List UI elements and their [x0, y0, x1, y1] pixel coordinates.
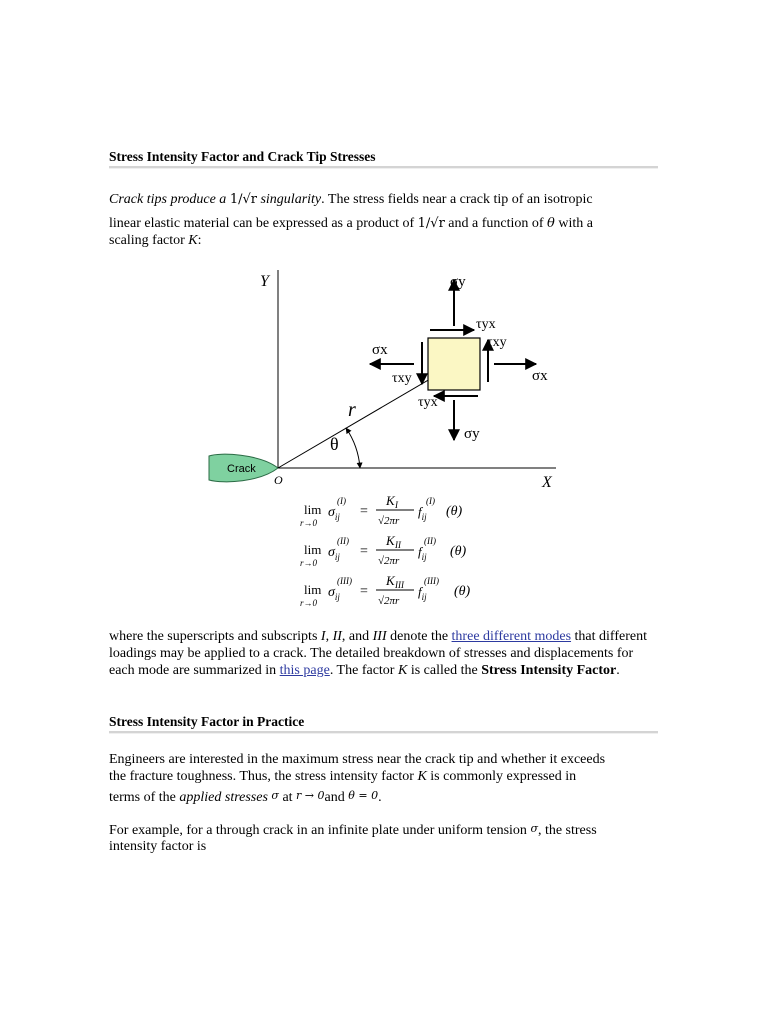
intro-line-1 [109, 192, 593, 208]
text: the fracture toughness. Thus, the stress intensity factor [109, 769, 418, 784]
text: , [325, 629, 333, 644]
equation-mode-i [300, 493, 463, 528]
sigma-sup: (I) [337, 496, 346, 506]
stress-element [428, 338, 480, 390]
sigma-x-left-label: σx [372, 342, 388, 358]
f-ij: $f_{ij}$ [418, 544, 427, 562]
origin-label: O [274, 473, 283, 487]
example-line-1 [109, 822, 597, 839]
theta-arc [346, 428, 360, 468]
text: denote the [386, 629, 452, 644]
sigma-ij: $\sigma_{ij}$ [328, 505, 340, 522]
heading-divider [109, 166, 658, 169]
argument: (θ) [446, 504, 463, 519]
tau-yx-top-label: τyx [476, 317, 496, 332]
k: K [386, 533, 395, 548]
lim: lim [304, 542, 322, 557]
f-sup: (III) [424, 576, 439, 586]
applied-stresses-term: applied stresses [179, 790, 268, 805]
lim: lim [304, 582, 322, 597]
r-to-zero: r → 0 [296, 789, 325, 802]
text: , the stress [537, 823, 597, 838]
text: . [616, 663, 620, 678]
k-symbol: K [417, 769, 427, 784]
text: For example, for a through crack in an infinite plate under uniform tension [109, 823, 527, 838]
r-label: r [348, 399, 356, 421]
lim-sub: r→0 [300, 558, 318, 568]
intro-line-2-text: linear elastic material can be expressed as a product of [109, 216, 415, 231]
lim-sub: r→0 [300, 518, 318, 528]
sigma-ij: $\sigma_{ij}$ [328, 545, 340, 562]
k-symbol: K [397, 663, 408, 678]
mode-ii: II [332, 629, 342, 644]
f-sup: (II) [424, 536, 436, 546]
equation-mode-iii [300, 573, 471, 608]
sigma-y-bottom-label: σy [464, 426, 480, 442]
section-heading-crack-tip: Stress Intensity Factor and Crack Tip Stresses [109, 149, 376, 164]
intro-rest: . The stress fields near a crack tip of an isotropic [321, 192, 593, 207]
sigma-sup: (III) [337, 576, 352, 586]
sigma-y-top-label: σy [450, 274, 466, 290]
denominator: √2πr [378, 595, 400, 607]
intro-line-2-text-c: with a [558, 216, 593, 231]
argument: (θ) [454, 584, 471, 599]
equals: = [360, 504, 368, 519]
tau-xy-left-label: τxy [392, 371, 412, 386]
modes-paragraph [109, 628, 661, 679]
example-line-2: intensity factor is [109, 839, 207, 854]
text: . [378, 790, 382, 805]
intro-italic-text: Crack tips produce a [109, 192, 227, 207]
three-modes-link[interactable]: three different modes [451, 629, 572, 644]
colon: : [197, 233, 202, 248]
text: that different loadings may be applied to a crack. The detailed breakdown of stresses and displacements for each mode are summarized in [109, 629, 647, 678]
theta-symbol: θ [547, 216, 555, 231]
sigma-x-right-label: σx [532, 368, 548, 384]
denominator: √2πr [378, 515, 400, 527]
tau-yx-bottom-label: τyx [418, 395, 438, 410]
f-ij: $f_{ij}$ [418, 504, 427, 522]
mode-equations [290, 492, 490, 614]
intro-line-3 [109, 233, 202, 249]
lim-sub: r→0 [300, 598, 318, 608]
equals: = [360, 544, 368, 559]
heading-divider [109, 731, 658, 734]
theta-label: θ [330, 434, 339, 454]
practice-line-1: Engineers are interested in the maximum stress near the crack tip and whether it exceeds [109, 752, 606, 767]
text: is called the [407, 663, 482, 678]
argument: (θ) [450, 544, 467, 559]
crack-tip-stress-diagram [200, 262, 580, 494]
intro-line-3-text: scaling factor [109, 233, 185, 248]
k-sub: II [395, 540, 401, 550]
k-sub: I [395, 500, 398, 510]
text: . The factor [329, 663, 398, 678]
equals: = [360, 584, 368, 599]
text: at [282, 790, 293, 805]
text: is commonly expressed in [426, 769, 577, 784]
denominator: √2πr [378, 555, 400, 567]
stress-intensity-factor-term: Stress Intensity Factor [481, 663, 617, 678]
text: , and [341, 629, 373, 644]
lim: lim [304, 502, 322, 517]
text: where the superscripts and subscripts [109, 629, 321, 644]
k: K [386, 573, 395, 588]
k-sub: III [395, 580, 404, 590]
text: and [324, 790, 345, 805]
inverse-sqrt-r: 1/√r [229, 192, 257, 207]
this-page-link[interactable]: this page [279, 663, 330, 678]
practice-line-2 [109, 769, 576, 785]
f-sup: (I) [426, 496, 435, 506]
equation-mode-ii [300, 533, 467, 568]
sigma-sup: (II) [337, 536, 349, 546]
sigma-symbol: σ [271, 789, 279, 802]
mode-i: I [320, 629, 326, 644]
sigma-symbol: σ [530, 822, 538, 835]
intro-line-2-text-b: and a function of [448, 216, 544, 231]
x-axis-label: X [542, 474, 552, 491]
practice-line-3 [109, 789, 382, 806]
inverse-sqrt-r-2: 1/√r [417, 216, 445, 231]
mode-iii: III [372, 629, 387, 644]
intro-line-2 [109, 216, 593, 232]
y-axis-label: Y [260, 273, 269, 290]
text: terms of the [109, 790, 180, 805]
k: K [386, 493, 395, 508]
crack-label: Crack [227, 463, 256, 475]
theta-zero: θ = 0 [348, 789, 379, 802]
singularity-text: singularity [260, 192, 322, 207]
sigma-ij: $\sigma_{ij}$ [328, 585, 340, 602]
tau-xy-right-label: τxy [487, 335, 507, 350]
k-symbol: K [188, 233, 198, 248]
section-heading-practice: Stress Intensity Factor in Practice [109, 714, 305, 729]
f-ij: $f_{ij}$ [418, 584, 427, 602]
